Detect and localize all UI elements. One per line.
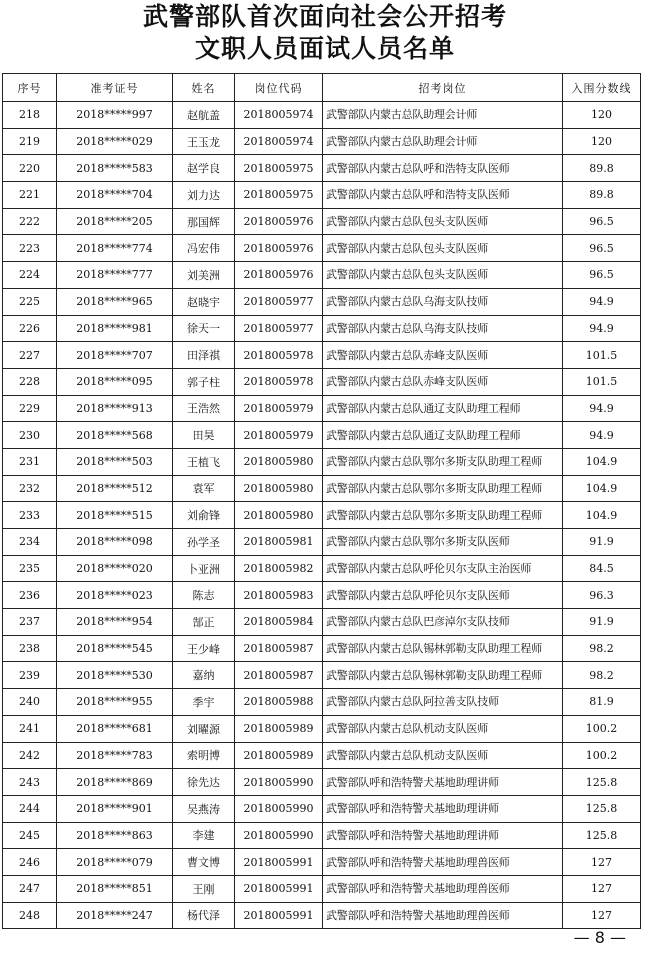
cell-post: 武警部队内蒙古总队赤峰支队医师 (323, 368, 563, 395)
cell-name: 李建 (173, 822, 235, 849)
cell-post: 武警部队内蒙古总队呼和浩特支队医师 (323, 155, 563, 182)
table-row (3, 555, 641, 582)
cell-exam-number: 2018*****095 (57, 368, 173, 395)
cell-score-line: 100.2 (563, 742, 641, 769)
cell-exam-number: 2018*****029 (57, 128, 173, 155)
cell-seq: 223 (3, 235, 57, 262)
cell-seq: 240 (3, 689, 57, 716)
cell-exam-number: 2018*****023 (57, 582, 173, 609)
cell-post: 武警部队内蒙古总队乌海支队技师 (323, 315, 563, 342)
cell-name: 索明博 (173, 742, 235, 769)
table-row (3, 208, 641, 235)
table-row (3, 155, 641, 182)
cell-seq: 222 (3, 208, 57, 235)
cell-seq: 230 (3, 422, 57, 449)
cell-score-line: 101.5 (563, 368, 641, 395)
header-exam-number: 准考证号 (57, 74, 173, 102)
cell-post-code: 2018005988 (235, 689, 323, 716)
cell-name: 赵晓宇 (173, 288, 235, 315)
cell-name: 刘美洲 (173, 262, 235, 289)
cell-post-code: 2018005980 (235, 502, 323, 529)
cell-post-code: 2018005990 (235, 795, 323, 822)
cell-name: 吴燕涛 (173, 795, 235, 822)
cell-exam-number: 2018*****954 (57, 609, 173, 636)
cell-post: 武警部队呼和浩特警犬基地助理讲师 (323, 769, 563, 796)
table-row (3, 849, 641, 876)
cell-post: 武警部队内蒙古总队巴彦淖尔支队技师 (323, 609, 563, 636)
header-seq: 序号 (3, 74, 57, 102)
table-row (3, 662, 641, 689)
cell-post-code: 2018005978 (235, 368, 323, 395)
table-row (3, 235, 641, 262)
cell-name: 王少峰 (173, 635, 235, 662)
cell-exam-number: 2018*****098 (57, 529, 173, 556)
cell-name: 徐天一 (173, 315, 235, 342)
cell-name: 郜正 (173, 609, 235, 636)
cell-post-code: 2018005991 (235, 875, 323, 902)
table-row (3, 262, 641, 289)
cell-post: 武警部队内蒙古总队助理会计师 (323, 102, 563, 129)
cell-post: 武警部队内蒙古总队呼和浩特支队医师 (323, 182, 563, 209)
cell-seq: 226 (3, 315, 57, 342)
cell-score-line: 127 (563, 902, 641, 929)
cell-post-code: 2018005979 (235, 422, 323, 449)
cell-score-line: 104.9 (563, 448, 641, 475)
cell-score-line: 127 (563, 849, 641, 876)
cell-post: 武警部队呼和浩特警犬基地助理兽医师 (323, 902, 563, 929)
cell-post: 武警部队呼和浩特警犬基地助理兽医师 (323, 875, 563, 902)
cell-exam-number: 2018*****955 (57, 689, 173, 716)
cell-post-code: 2018005977 (235, 288, 323, 315)
header-post-code: 岗位代码 (235, 74, 323, 102)
cell-exam-number: 2018*****997 (57, 102, 173, 129)
table-row (3, 635, 641, 662)
cell-seq: 232 (3, 475, 57, 502)
cell-seq: 237 (3, 609, 57, 636)
table-row (3, 715, 641, 742)
cell-score-line: 120 (563, 102, 641, 129)
cell-post-code: 2018005976 (235, 208, 323, 235)
cell-seq: 228 (3, 368, 57, 395)
cell-exam-number: 2018*****965 (57, 288, 173, 315)
table-row (3, 422, 641, 449)
cell-post-code: 2018005984 (235, 609, 323, 636)
cell-name: 卜亚洲 (173, 555, 235, 582)
cell-post: 武警部队内蒙古总队呼伦贝尔支队医师 (323, 582, 563, 609)
cell-seq: 220 (3, 155, 57, 182)
cell-score-line: 94.9 (563, 315, 641, 342)
cell-post-code: 2018005980 (235, 448, 323, 475)
cell-score-line: 91.9 (563, 529, 641, 556)
table-row (3, 769, 641, 796)
cell-seq: 243 (3, 769, 57, 796)
cell-name: 冯宏伟 (173, 235, 235, 262)
cell-exam-number: 2018*****503 (57, 448, 173, 475)
table-row (3, 902, 641, 929)
cell-seq: 219 (3, 128, 57, 155)
cell-post: 武警部队内蒙古总队鄂尔多斯支队助理工程师 (323, 448, 563, 475)
cell-exam-number: 2018*****981 (57, 315, 173, 342)
cell-post-code: 2018005978 (235, 342, 323, 369)
cell-post: 武警部队内蒙古总队乌海支队技师 (323, 288, 563, 315)
cell-score-line: 96.5 (563, 235, 641, 262)
cell-seq: 244 (3, 795, 57, 822)
candidate-table (2, 73, 641, 929)
cell-exam-number: 2018*****681 (57, 715, 173, 742)
cell-post-code: 2018005976 (235, 262, 323, 289)
cell-post-code: 2018005975 (235, 155, 323, 182)
cell-name: 袁军 (173, 475, 235, 502)
cell-seq: 224 (3, 262, 57, 289)
cell-exam-number: 2018*****515 (57, 502, 173, 529)
cell-name: 陈志 (173, 582, 235, 609)
document-title-line2: 文职人员面试人员名单 (194, 34, 455, 63)
cell-name: 赵航盖 (173, 102, 235, 129)
cell-score-line: 98.2 (563, 635, 641, 662)
cell-seq: 239 (3, 662, 57, 689)
cell-name: 季宇 (173, 689, 235, 716)
cell-post: 武警部队内蒙古总队机动支队医师 (323, 742, 563, 769)
cell-name: 郭子柱 (173, 368, 235, 395)
cell-seq: 229 (3, 395, 57, 422)
cell-post: 武警部队内蒙古总队阿拉善支队技师 (323, 689, 563, 716)
table-row (3, 502, 641, 529)
header-post: 招考岗位 (323, 74, 563, 102)
cell-name: 刘曜源 (173, 715, 235, 742)
cell-seq: 248 (3, 902, 57, 929)
cell-post: 武警部队内蒙古总队鄂尔多斯支队助理工程师 (323, 502, 563, 529)
cell-score-line: 94.9 (563, 422, 641, 449)
cell-post-code: 2018005987 (235, 662, 323, 689)
cell-score-line: 125.8 (563, 769, 641, 796)
table-row (3, 395, 641, 422)
cell-name: 曹文博 (173, 849, 235, 876)
cell-name: 王玉龙 (173, 128, 235, 155)
cell-name: 赵学良 (173, 155, 235, 182)
table-row (3, 368, 641, 395)
page-number: — 8 — (573, 928, 626, 947)
cell-name: 孙学圣 (173, 529, 235, 556)
cell-post-code: 2018005989 (235, 742, 323, 769)
cell-seq: 234 (3, 529, 57, 556)
cell-score-line: 101.5 (563, 342, 641, 369)
cell-name: 嘉纳 (173, 662, 235, 689)
cell-score-line: 96.3 (563, 582, 641, 609)
cell-seq: 221 (3, 182, 57, 209)
cell-seq: 218 (3, 102, 57, 129)
cell-post-code: 2018005979 (235, 395, 323, 422)
cell-post-code: 2018005983 (235, 582, 323, 609)
cell-exam-number: 2018*****707 (57, 342, 173, 369)
cell-post-code: 2018005989 (235, 715, 323, 742)
cell-exam-number: 2018*****583 (57, 155, 173, 182)
cell-name: 杨代泽 (173, 902, 235, 929)
cell-post: 武警部队呼和浩特警犬基地助理讲师 (323, 822, 563, 849)
cell-post: 武警部队内蒙古总队助理会计师 (323, 128, 563, 155)
cell-seq: 235 (3, 555, 57, 582)
cell-post-code: 2018005977 (235, 315, 323, 342)
cell-exam-number: 2018*****863 (57, 822, 173, 849)
cell-exam-number: 2018*****568 (57, 422, 173, 449)
cell-name: 王刚 (173, 875, 235, 902)
cell-exam-number: 2018*****704 (57, 182, 173, 209)
cell-seq: 233 (3, 502, 57, 529)
cell-score-line: 104.9 (563, 502, 641, 529)
cell-post: 武警部队内蒙古总队机动支队医师 (323, 715, 563, 742)
cell-post: 武警部队内蒙古总队呼伦贝尔支队主治医师 (323, 555, 563, 582)
cell-post: 武警部队内蒙古总队鄂尔多斯支队医师 (323, 529, 563, 556)
table-row (3, 315, 641, 342)
cell-seq: 245 (3, 822, 57, 849)
cell-score-line: 91.9 (563, 609, 641, 636)
cell-score-line: 104.9 (563, 475, 641, 502)
cell-score-line: 127 (563, 875, 641, 902)
cell-exam-number: 2018*****205 (57, 208, 173, 235)
cell-post-code: 2018005990 (235, 822, 323, 849)
cell-exam-number: 2018*****545 (57, 635, 173, 662)
cell-exam-number: 2018*****851 (57, 875, 173, 902)
cell-score-line: 100.2 (563, 715, 641, 742)
cell-seq: 231 (3, 448, 57, 475)
table-row (3, 128, 641, 155)
table-row (3, 795, 641, 822)
cell-name: 王植飞 (173, 448, 235, 475)
cell-exam-number: 2018*****774 (57, 235, 173, 262)
cell-post: 武警部队内蒙古总队赤峰支队医师 (323, 342, 563, 369)
table-row (3, 342, 641, 369)
cell-name: 刘力达 (173, 182, 235, 209)
cell-seq: 236 (3, 582, 57, 609)
cell-exam-number: 2018*****530 (57, 662, 173, 689)
table-row (3, 822, 641, 849)
cell-name: 田泽祺 (173, 342, 235, 369)
cell-exam-number: 2018*****247 (57, 902, 173, 929)
cell-post-code: 2018005974 (235, 102, 323, 129)
cell-seq: 246 (3, 849, 57, 876)
cell-seq: 227 (3, 342, 57, 369)
cell-post-code: 2018005982 (235, 555, 323, 582)
table-row (3, 102, 641, 129)
table-row (3, 288, 641, 315)
cell-post-code: 2018005974 (235, 128, 323, 155)
cell-exam-number: 2018*****079 (57, 849, 173, 876)
table-row (3, 689, 641, 716)
table-row (3, 529, 641, 556)
cell-exam-number: 2018*****777 (57, 262, 173, 289)
cell-post: 武警部队内蒙古总队锡林郭勒支队助理工程师 (323, 662, 563, 689)
cell-post-code: 2018005980 (235, 475, 323, 502)
cell-exam-number: 2018*****869 (57, 769, 173, 796)
cell-post-code: 2018005981 (235, 529, 323, 556)
cell-post: 武警部队内蒙古总队包头支队医师 (323, 235, 563, 262)
cell-post-code: 2018005991 (235, 902, 323, 929)
cell-exam-number: 2018*****913 (57, 395, 173, 422)
cell-seq: 247 (3, 875, 57, 902)
document-title-line1: 武警部队首次面向社会公开招考 (142, 2, 507, 31)
table-row (3, 742, 641, 769)
cell-seq: 225 (3, 288, 57, 315)
cell-name: 刘俞锋 (173, 502, 235, 529)
table-header-row (3, 74, 641, 102)
cell-score-line: 125.8 (563, 822, 641, 849)
table-row (3, 182, 641, 209)
cell-post-code: 2018005991 (235, 849, 323, 876)
cell-post: 武警部队内蒙古总队通辽支队助理工程师 (323, 422, 563, 449)
cell-exam-number: 2018*****512 (57, 475, 173, 502)
table-row (3, 475, 641, 502)
cell-exam-number: 2018*****901 (57, 795, 173, 822)
cell-score-line: 94.9 (563, 288, 641, 315)
cell-name: 田昊 (173, 422, 235, 449)
header-score-line: 入围分数线 (563, 74, 641, 102)
cell-post: 武警部队呼和浩特警犬基地助理讲师 (323, 795, 563, 822)
table-row (3, 448, 641, 475)
cell-name: 王浩然 (173, 395, 235, 422)
cell-score-line: 96.5 (563, 208, 641, 235)
table-row (3, 609, 641, 636)
cell-score-line: 89.8 (563, 155, 641, 182)
cell-score-line: 89.8 (563, 182, 641, 209)
cell-score-line: 94.9 (563, 395, 641, 422)
cell-score-line: 81.9 (563, 689, 641, 716)
cell-score-line: 125.8 (563, 795, 641, 822)
cell-post-code: 2018005987 (235, 635, 323, 662)
cell-post: 武警部队内蒙古总队包头支队医师 (323, 262, 563, 289)
table-row (3, 875, 641, 902)
cell-post: 武警部队内蒙古总队鄂尔多斯支队助理工程师 (323, 475, 563, 502)
header-name: 姓名 (173, 74, 235, 102)
cell-post-code: 2018005976 (235, 235, 323, 262)
cell-seq: 241 (3, 715, 57, 742)
cell-exam-number: 2018*****020 (57, 555, 173, 582)
cell-post: 武警部队内蒙古总队锡林郭勒支队助理工程师 (323, 635, 563, 662)
cell-score-line: 98.2 (563, 662, 641, 689)
cell-post-code: 2018005990 (235, 769, 323, 796)
cell-post: 武警部队内蒙古总队通辽支队助理工程师 (323, 395, 563, 422)
cell-post: 武警部队呼和浩特警犬基地助理兽医师 (323, 849, 563, 876)
table-row (3, 582, 641, 609)
cell-seq: 238 (3, 635, 57, 662)
table-body (3, 102, 641, 929)
cell-exam-number: 2018*****783 (57, 742, 173, 769)
cell-post: 武警部队内蒙古总队包头支队医师 (323, 208, 563, 235)
cell-name: 徐先达 (173, 769, 235, 796)
cell-name: 那国辉 (173, 208, 235, 235)
cell-score-line: 96.5 (563, 262, 641, 289)
cell-post-code: 2018005975 (235, 182, 323, 209)
cell-score-line: 84.5 (563, 555, 641, 582)
cell-seq: 242 (3, 742, 57, 769)
cell-score-line: 120 (563, 128, 641, 155)
